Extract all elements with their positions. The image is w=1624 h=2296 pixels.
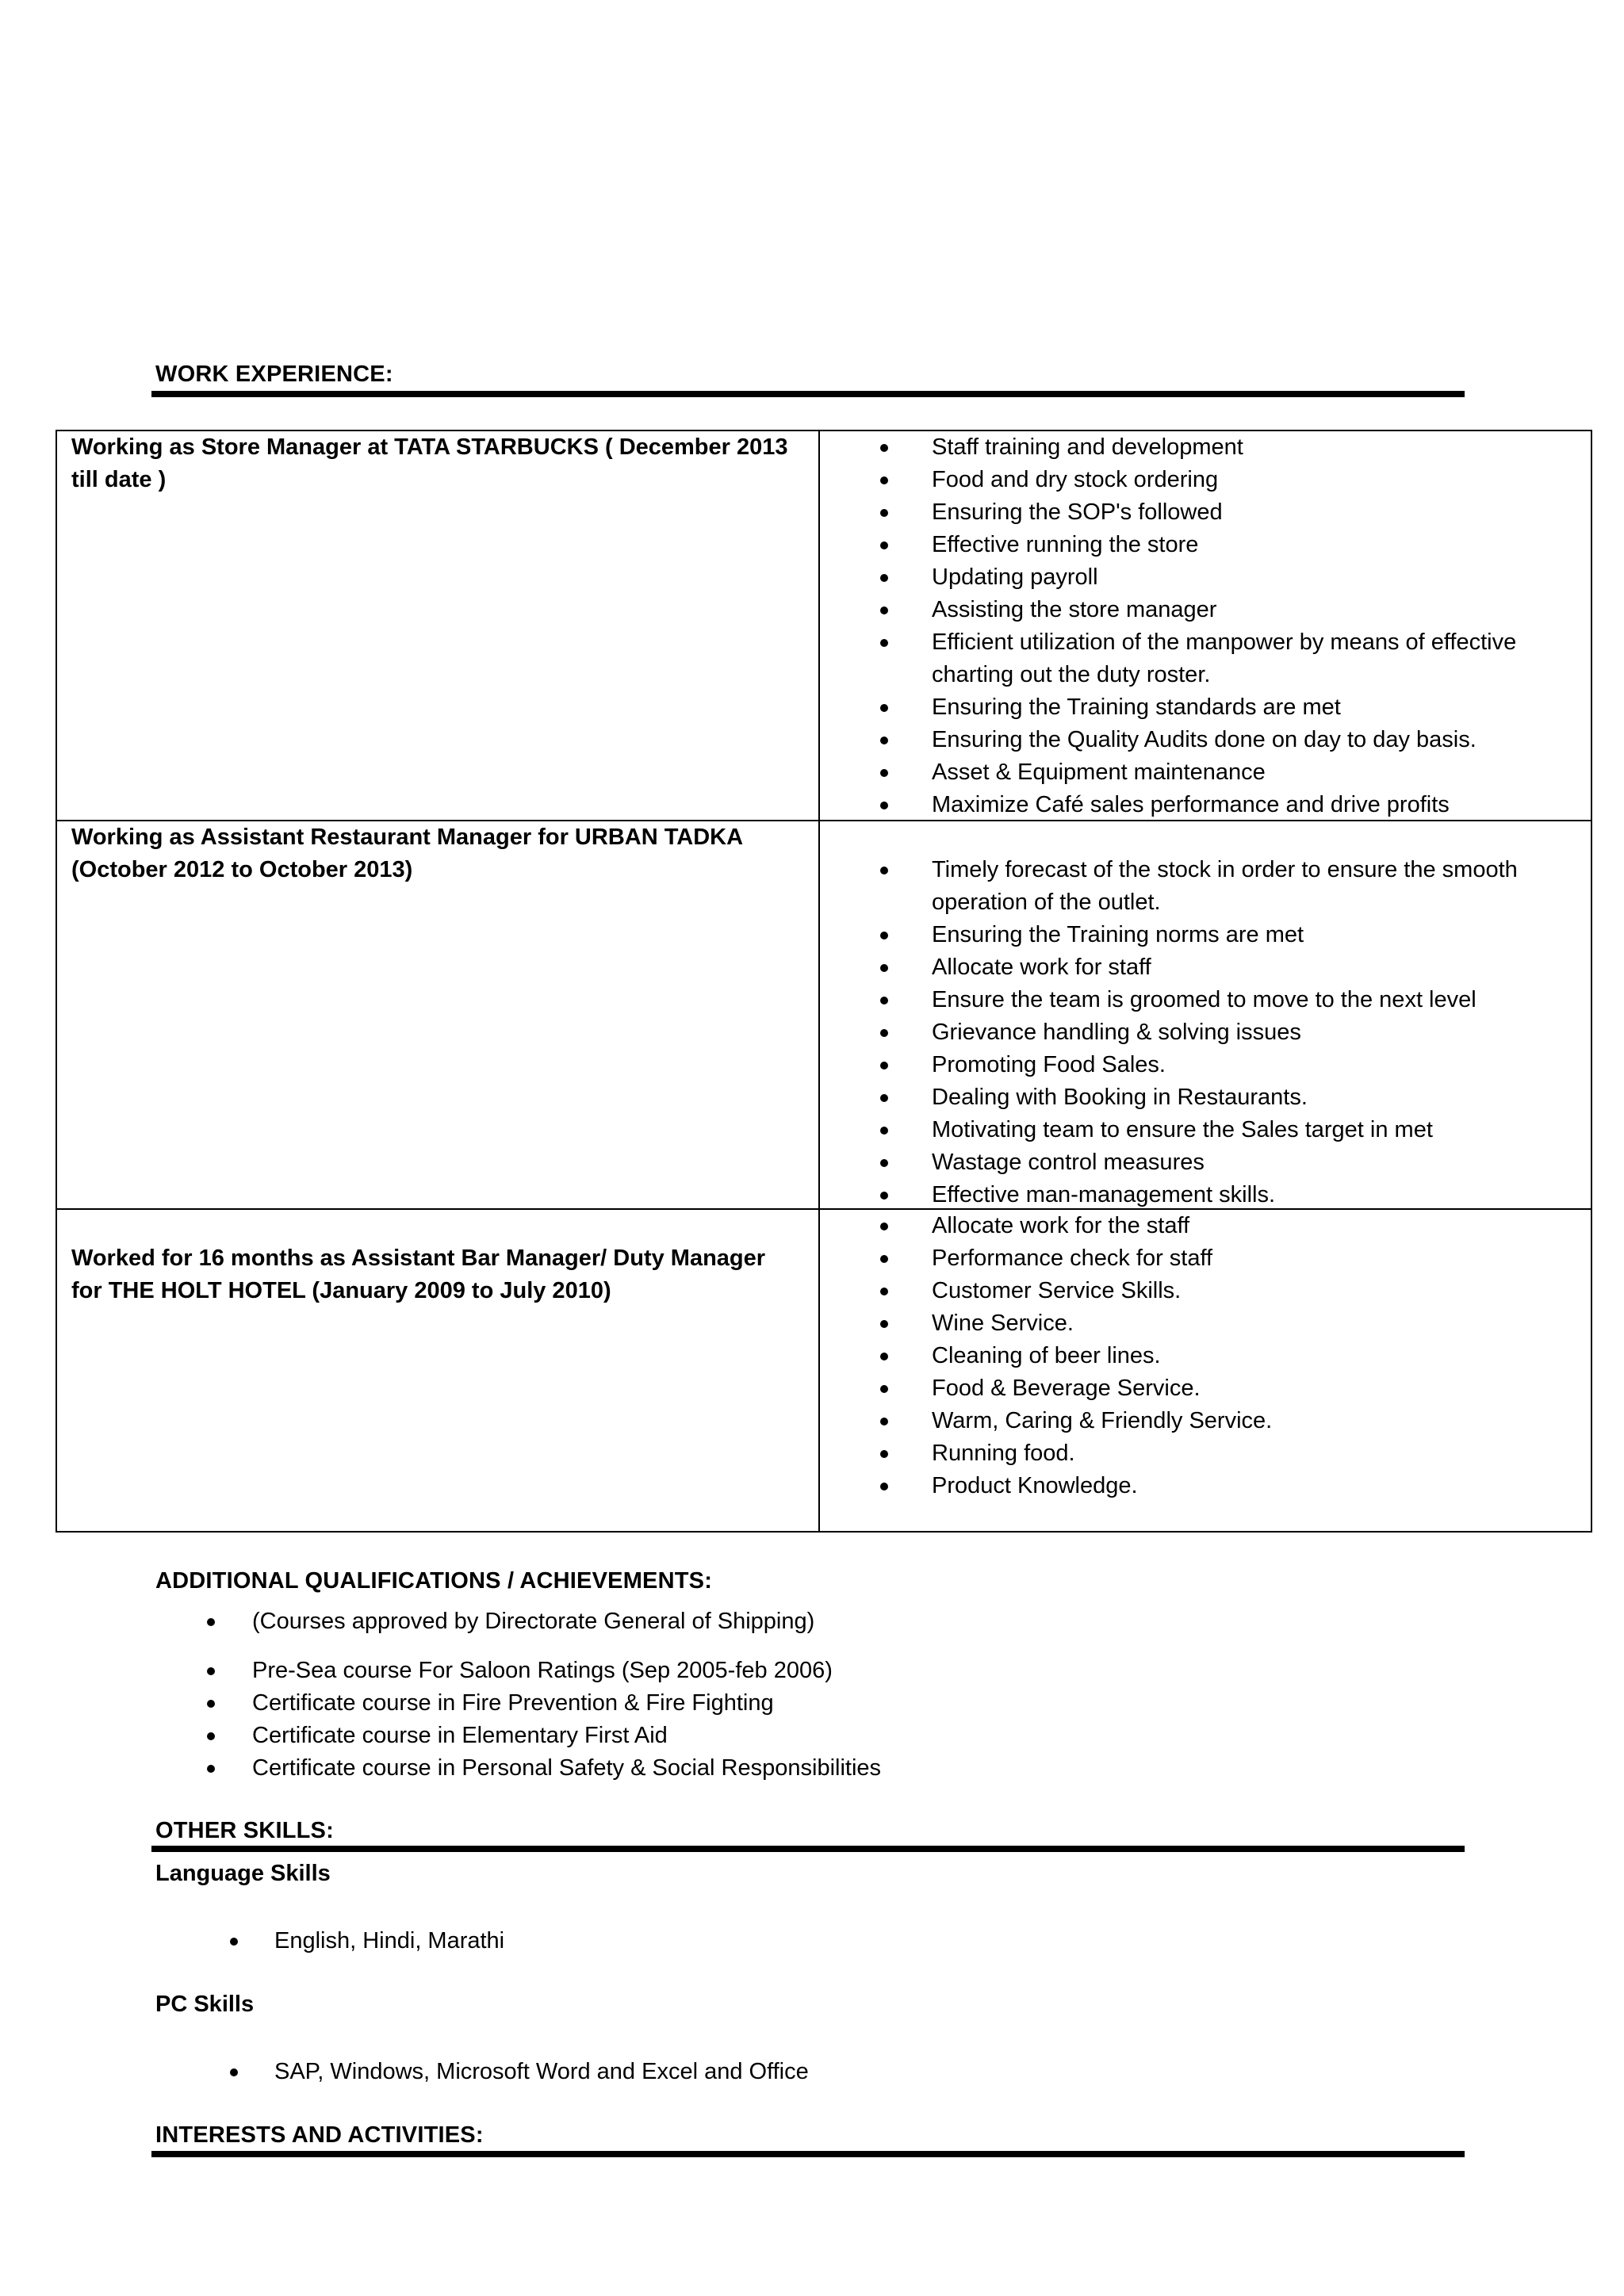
duty-item: Effective running the store	[856, 529, 1570, 561]
duty-item: Timely forecast of the stock in order to ensure the smooth operation of the outlet.	[856, 854, 1570, 919]
job-duties-holt-hotel	[856, 1210, 1570, 1502]
qualifications-list-intro	[155, 1605, 814, 1638]
duty-item: Warm, Caring & Friendly Service.	[856, 1405, 1570, 1437]
section-rule	[151, 2151, 1465, 2157]
interests-heading: INTERESTS AND ACTIVITIES:	[155, 2122, 484, 2148]
duty-item: Food & Beverage Service.	[856, 1372, 1570, 1405]
duty-item: Asset & Equipment maintenance	[856, 756, 1570, 789]
language-skills-item: English, Hindi, Marathi	[155, 1925, 504, 1957]
job-duties-starbucks	[856, 431, 1570, 821]
job-role-starbucks: Working as Store Manager at TATA STARBUCKS ( December 2013 till date )	[71, 434, 788, 492]
qualification-item: Pre-Sea course For Saloon Ratings (Sep 2005-feb 2006)	[155, 1655, 881, 1687]
duty-item: Grievance handling & solving issues	[856, 1016, 1570, 1049]
qualification-item: Certificate course in Personal Safety & Social Responsibilities	[155, 1752, 881, 1785]
duty-item: Product Knowledge.	[856, 1470, 1570, 1502]
table-column-divider	[818, 430, 820, 1533]
duty-item: Dealing with Booking in Restaurants.	[856, 1081, 1570, 1114]
duty-item: Staff training and development	[856, 431, 1570, 464]
qualifications-heading: ADDITIONAL QUALIFICATIONS / ACHIEVEMENTS:	[155, 1568, 713, 1594]
duty-item: Customer Service Skills.	[856, 1275, 1570, 1307]
duty-item: Updating payroll	[856, 561, 1570, 594]
pc-skills-list	[155, 2056, 809, 2088]
duty-item: Cleaning of beer lines.	[856, 1340, 1570, 1372]
duty-item: Food and dry stock ordering	[856, 464, 1570, 496]
duty-item: Motivating team to ensure the Sales target in met	[856, 1114, 1570, 1146]
duty-item: Ensuring the Quality Audits done on day to day basis.	[856, 724, 1570, 756]
job-role-holt-hotel: Worked for 16 months as Assistant Bar Manager/ Duty Manager for THE HOLT HOTEL (January 2009 to July 2010)	[71, 1246, 766, 1303]
duty-item: Ensuring the Training norms are met	[856, 919, 1570, 951]
qualification-item: (Courses approved by Directorate General of Shipping)	[155, 1605, 814, 1638]
duty-item: Allocate work for staff	[856, 951, 1570, 984]
qualifications-list	[155, 1655, 881, 1785]
qualification-item: Certificate course in Elementary First Aid	[155, 1720, 881, 1752]
duty-item: Promoting Food Sales.	[856, 1049, 1570, 1081]
pc-skills-label: PC Skills	[155, 1992, 255, 2017]
duty-item: Ensuring the Training standards are met	[856, 691, 1570, 724]
duty-item: Allocate work for the staff	[856, 1210, 1570, 1242]
other-skills-heading: OTHER SKILLS:	[155, 1818, 334, 1843]
duty-item: Wastage control measures	[856, 1146, 1570, 1179]
language-skills-label: Language Skills	[155, 1861, 331, 1886]
work-experience-heading: WORK EXPERIENCE:	[155, 362, 393, 387]
duty-item: Ensure the team is groomed to move to the next level	[856, 984, 1570, 1016]
section-rule	[151, 391, 1465, 397]
job-duties-urban-tadka	[856, 854, 1570, 1211]
pc-skills-item: SAP, Windows, Microsoft Word and Excel and Office	[155, 2056, 809, 2088]
duty-item: Efficient utilization of the manpower by means of effective charting out the duty roster.	[856, 626, 1570, 691]
job-role-urban-tadka: Working as Assistant Restaurant Manager for URBAN TADKA (October 2012 to October 2013)	[71, 825, 742, 882]
section-rule	[151, 1846, 1465, 1852]
duty-item: Wine Service.	[856, 1307, 1570, 1340]
duty-item: Assisting the store manager	[856, 594, 1570, 626]
language-skills-list	[155, 1925, 504, 1957]
duty-item: Performance check for staff	[856, 1242, 1570, 1275]
duty-item: Effective man-management skills.	[856, 1179, 1570, 1211]
duty-item: Maximize Café sales performance and drive profits	[856, 789, 1570, 821]
duty-item: Running food.	[856, 1437, 1570, 1470]
qualification-item: Certificate course in Fire Prevention & Fire Fighting	[155, 1687, 881, 1720]
duty-item: Ensuring the SOP's followed	[856, 496, 1570, 529]
